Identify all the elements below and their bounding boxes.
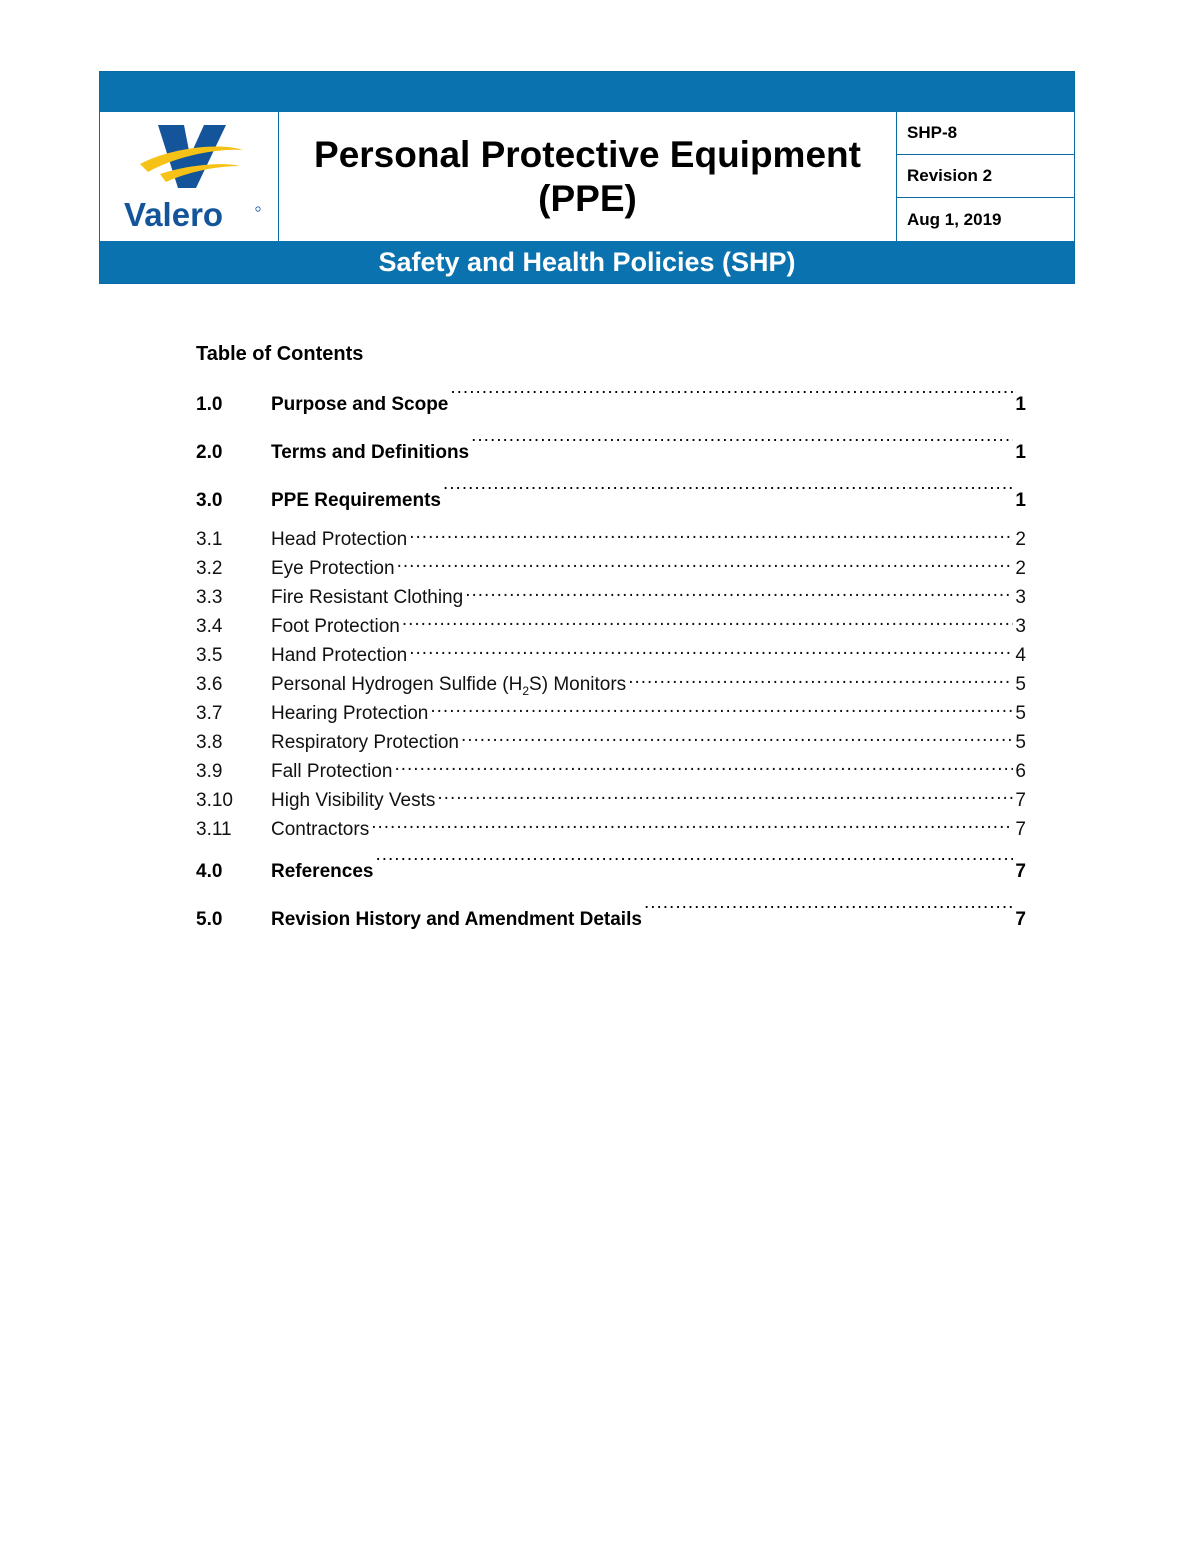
registered-mark-icon	[256, 207, 260, 211]
toc-page-number: 1	[1015, 394, 1026, 415]
toc-entry-number: 2.0	[196, 442, 223, 463]
toc-entry-number: 3.3	[196, 587, 223, 608]
toc-entry-number: 3.0	[196, 490, 223, 511]
toc-dot-leader	[437, 787, 1013, 806]
toc-entry-label: Contractors	[271, 819, 370, 840]
toc-entry-label: Respiratory Protection	[271, 732, 459, 753]
toc-dot-leader	[644, 906, 1013, 925]
policy-banner: Safety and Health Policies (SHP)	[100, 241, 1074, 283]
toc-entry-number: 3.2	[196, 558, 223, 579]
toc-page-number: 1	[1015, 490, 1026, 511]
toc-dot-leader	[409, 526, 1013, 545]
toc-entry-number: 3.11	[196, 819, 232, 840]
toc-page-number: 2	[1015, 558, 1026, 579]
toc-subsection-entry[interactable]	[196, 612, 1026, 641]
document-header	[99, 71, 1075, 284]
valero-logo	[100, 112, 279, 241]
toc-entry-label: Fall Protection	[271, 761, 393, 782]
toc-page-number: 7	[1015, 861, 1026, 882]
toc-subsection-entry[interactable]	[196, 670, 1026, 699]
toc-section-entry[interactable]	[196, 381, 1026, 429]
toc-page-number: 7	[1015, 819, 1026, 840]
toc-subsection-entry[interactable]	[196, 728, 1026, 757]
toc-entry-label: Hearing Protection	[271, 703, 429, 724]
toc-dot-leader	[461, 729, 1013, 748]
toc-dot-leader	[628, 671, 1013, 690]
toc-entry-label: Eye Protection	[271, 558, 395, 579]
toc-page-number: 1	[1015, 442, 1026, 463]
toc-entry-number: 3.10	[196, 790, 233, 811]
title-line-2: (PPE)	[538, 177, 637, 219]
valero-logo-icon	[100, 112, 278, 241]
toc-subsection-entry[interactable]	[196, 699, 1026, 728]
toc-subsection-entry[interactable]	[196, 786, 1026, 815]
toc-dot-leader	[465, 584, 1013, 603]
toc-entry-label: Head Protection	[271, 529, 408, 550]
toc-heading: Table of Contents	[196, 343, 364, 365]
toc-page-number: 5	[1015, 732, 1026, 753]
toc-entry-number: 5.0	[196, 909, 223, 930]
toc-subsection-entry[interactable]	[196, 641, 1026, 670]
title-line-1: Personal Protective Equipment	[314, 133, 861, 175]
revision-label: Revision 2	[897, 155, 1074, 198]
toc-page-number: 7	[1015, 909, 1026, 930]
toc-section-entry[interactable]	[196, 896, 1026, 944]
toc-page-number: 7	[1015, 790, 1026, 811]
toc-page-number: 3	[1015, 587, 1026, 608]
toc-dot-leader	[450, 391, 1013, 410]
toc-page-number: 5	[1015, 674, 1026, 695]
toc-dot-leader	[371, 816, 1013, 835]
toc-entry-label: Fire Resistant Clothing	[271, 587, 464, 608]
toc-subsection-entry[interactable]	[196, 815, 1026, 844]
toc-entry-number: 1.0	[196, 394, 223, 415]
toc-dot-leader	[443, 487, 1013, 506]
toc-page-number: 2	[1015, 529, 1026, 550]
toc-section-entry[interactable]	[196, 429, 1026, 477]
doc-id: SHP-8	[897, 112, 1074, 155]
toc-entry-number: 3.7	[196, 703, 223, 724]
toc-entry-label: Hand Protection	[271, 645, 408, 666]
toc-section-entry[interactable]	[196, 848, 1026, 896]
toc-entry-number: 3.8	[196, 732, 223, 753]
revision-date: Aug 1, 2019	[907, 209, 1002, 229]
toc-list	[196, 381, 1026, 944]
toc-entry-label: Foot Protection	[271, 616, 400, 637]
document-meta	[897, 112, 1074, 241]
toc-subsection-entry[interactable]	[196, 583, 1026, 612]
toc-page-number: 4	[1015, 645, 1026, 666]
toc-dot-leader	[471, 439, 1013, 458]
toc-entry-label: Terms and Definitions	[271, 442, 470, 463]
toc-dot-leader	[430, 700, 1013, 719]
table-of-contents	[196, 337, 1026, 944]
toc-entry-label: PPE Requirements	[271, 490, 441, 511]
toc-dot-leader	[375, 858, 1013, 877]
toc-entry-number: 3.9	[196, 761, 223, 782]
toc-entry-label: High Visibility Vests	[271, 790, 436, 811]
toc-page-number: 3	[1015, 616, 1026, 637]
toc-entry-number: 4.0	[196, 861, 223, 882]
toc-subsection-entry[interactable]	[196, 757, 1026, 786]
toc-dot-leader	[397, 555, 1014, 574]
toc-entry-label: Purpose and Scope	[271, 394, 449, 415]
logo-wordmark: Valero	[124, 196, 224, 233]
toc-entry-number: 3.1	[196, 529, 223, 550]
toc-section-entry[interactable]	[196, 477, 1026, 525]
toc-entry-label: Personal Hydrogen Sulfide $(H_2S)$ Monitors	[271, 674, 627, 698]
toc-dot-leader	[409, 642, 1013, 661]
toc-entry-number: 3.6	[196, 674, 223, 695]
header-top-band	[100, 72, 1074, 112]
toc-subsection-entry[interactable]	[196, 525, 1026, 554]
toc-dot-leader	[402, 613, 1014, 632]
toc-page-number: 5	[1015, 703, 1026, 724]
toc-entry-number: 3.4	[196, 616, 223, 637]
toc-entry-label: References	[271, 861, 374, 882]
toc-dot-leader	[394, 758, 1013, 777]
toc-page-number: 6	[1015, 761, 1026, 782]
toc-entry-number: 3.5	[196, 645, 223, 666]
document-title	[279, 112, 897, 241]
toc-entry-label: Revision History and Amendment Details	[271, 909, 642, 930]
toc-subsection-entry[interactable]	[196, 554, 1026, 583]
